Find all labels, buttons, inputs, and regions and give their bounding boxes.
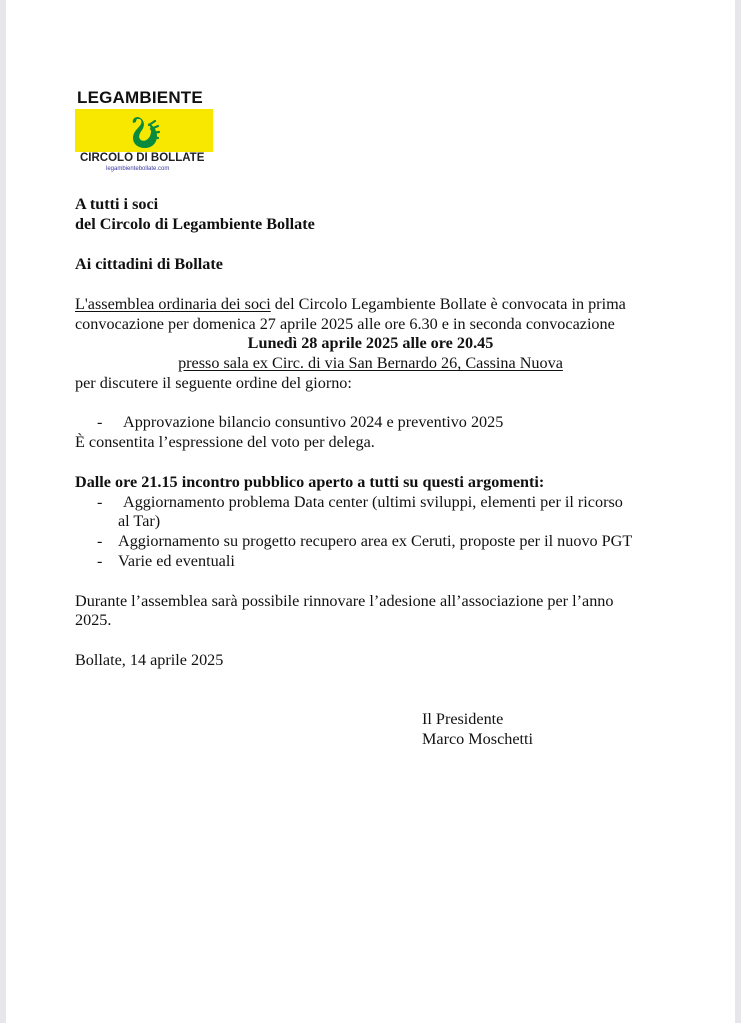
addressee-line-3: Ai cittadini di Bollate (75, 255, 223, 273)
agenda-item: Approvazione bilancio consuntivo 2024 e preventivo 2025 (123, 413, 504, 431)
logo-url: legambientebollate.com (106, 166, 170, 172)
topic-item-1-line-2: al Tar) (118, 512, 161, 530)
topic-item-2: Aggiornamento su progetto recupero area ex Ceruti, proposte per il nuovo PGT (118, 532, 633, 550)
topic-bullet: - (97, 552, 103, 570)
meeting-venue-wrap (0, 353, 741, 373)
membership-line-2: 2025. (75, 611, 112, 629)
agenda-bullet: - (97, 413, 103, 431)
addressee-line-2: del Circolo di Legambiente Bollate (75, 215, 315, 233)
place-date: Bollate, 14 aprile 2025 (75, 651, 224, 669)
convocation-line-1 (75, 294, 626, 314)
topic-item-3: Varie ed eventuali (118, 552, 235, 570)
topic-item-1-line-1: Aggiornamento problema Data center (ultimi sviluppi, elementi per il ricorso (123, 493, 623, 511)
membership-line-1: Durante l’assemblea sarà possibile rinnovare l’adesione all’associazione per l’anno (75, 592, 614, 610)
signature-name: Marco Moschetti (422, 730, 534, 748)
logo-subtitle: CIRCOLO DI BOLLATE (80, 152, 205, 164)
meeting-date: Lunedì 28 aprile 2025 alle ore 20.45 (247, 334, 494, 352)
proxy-note: È consentita l’espressione del voto per delega. (75, 433, 375, 451)
agenda-intro: per discutere il seguente ordine del giorno: (75, 374, 352, 392)
assembly-lead: L'assemblea ordinaria dei soci (75, 295, 271, 313)
logo-title: LEGAMBIENTE (77, 88, 203, 107)
convocation-line-2: convocazione per domenica 27 aprile 2025 alle ore 6.30 e in seconda convocazione (75, 315, 615, 333)
public-meeting-heading: Dalle ore 21.15 incontro pubblico aperto a tutti su questi argomenti: (75, 473, 545, 491)
meeting-venue: presso sala ex Circ. di via San Bernardo 26, Cassina Nuova (178, 354, 563, 372)
topic-bullet: - (97, 493, 103, 511)
topic-bullet: - (97, 532, 103, 550)
convocation-line-1-rest: del Circolo Legambiente Bollate è convocata in prima (270, 295, 626, 313)
signature-role: Il Presidente (422, 710, 504, 728)
logo-banner (75, 109, 213, 152)
swan-icon (124, 111, 164, 151)
addressee-line-1: A tutti i soci (75, 195, 159, 213)
